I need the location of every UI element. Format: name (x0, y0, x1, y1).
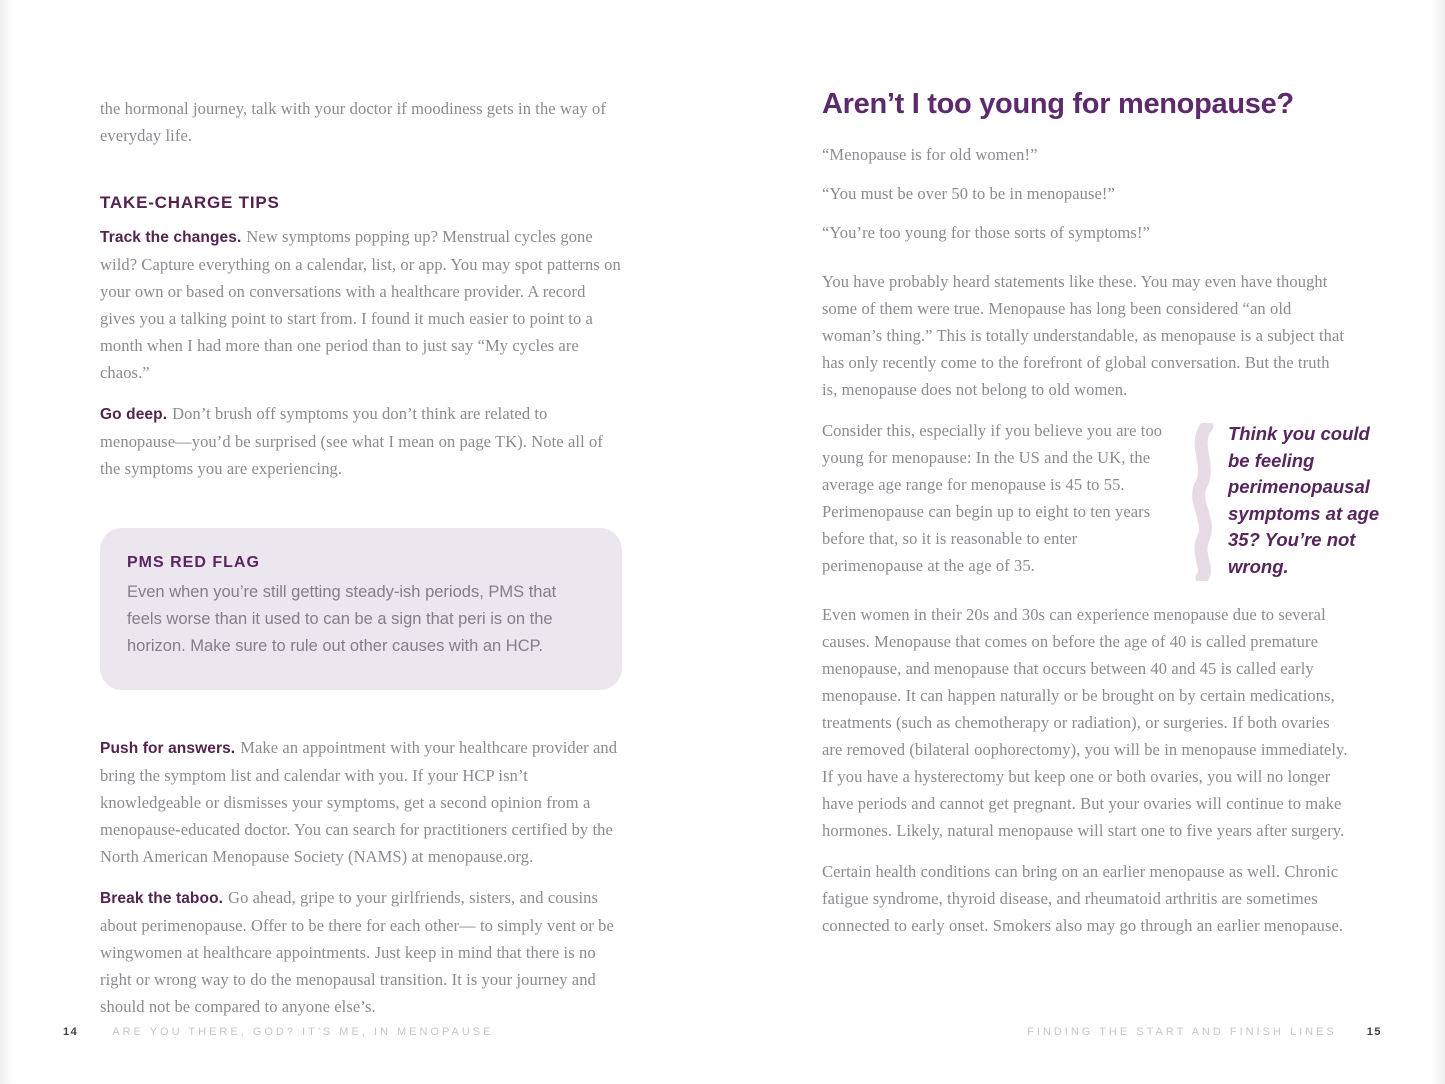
pull-quote-block (1184, 417, 1380, 586)
tip-text: Go ahead, gripe to your girlfriends, sisters, and cousins about perimenopause. Offer to be there for each other— to simply vent or be wingwomen at healthcare appointments. Just keep in mind that there is no right or wrong way to do the menopausal transition. It is your journey and should not be compared to anyone else’s. (100, 888, 614, 1016)
page-left (100, 95, 622, 1034)
tip-text: New symptoms popping up? Menstrual cycles gone wild? Capture everything on a calendar, list, or app. You may spot patterns on your own or based on conversations with a healthcare provider. A record gives you a talking point to start from. I found it much easier to point to a month when I had more than one period than to just say “My cycles are chaos.” (100, 227, 621, 382)
page-right (822, 88, 1380, 953)
quote-paragraph: “You must be over 50 to be in menopause!” (822, 184, 1115, 203)
paragraph-with-pull-quote (822, 417, 1380, 593)
body-paragraph: Consider this, especially if you believe you are too young for menopause: In the US and the UK, the average age range for menopause is 45 to 55. Perimenopause can begin up to eight to ten years before that, so it is reasonable to enter perimenopause at the age of 35. (822, 421, 1163, 575)
tip-paragraph-push-for-answers (100, 734, 622, 870)
page-edge-shadow-left (0, 0, 14, 1084)
tip-text: Don’t brush off symptoms you don’t think are related to menopause—you’d be surprised (see what I mean on page TK). Note all of the symptoms you are experiencing. (100, 404, 603, 478)
tip-lead: Push for answers. (100, 740, 236, 757)
tip-paragraph-break-the-taboo (100, 884, 622, 1020)
tip-paragraph-go-deep (100, 400, 622, 482)
intro-paragraph: the hormonal journey, talk with your doctor if moodiness gets in the way of everyday life. (100, 99, 606, 145)
callout-body: Even when you’re still getting steady-ish periods, PMS that feels worse than it used to can be a sign that peri is on the horizon. Make sure to rule out other causes with an HCP. (127, 583, 557, 655)
body-paragraph: You have probably heard statements like these. You may even have thought some of them were true. Menopause has long been considered “an old woman’s thing.” This is totally understandable, as menopause is a subject that has only recently come to the forefront of global conversation. But the truth is, menopause does not belong to old women. (822, 272, 1345, 399)
footer-left (63, 1026, 493, 1038)
pull-quote-text: Think you could be feeling perimenopausal symptoms at age 35? You’re not wrong. (1228, 423, 1380, 577)
chapter-title: Aren’t I too young for menopause? (822, 88, 1294, 120)
tip-paragraph-track-the-changes (100, 223, 622, 386)
page-number-left: 14 (63, 1026, 79, 1038)
page-edge-shadow-right (1431, 0, 1445, 1084)
quote-paragraph: “Menopause is for old women!” (822, 145, 1038, 164)
body-paragraph: Even women in their 20s and 30s can experience menopause due to several causes. Menopause that comes on before the age of 40 is called premature menopause, and menopause that occurs between 40 and 45 is called early menopause. It can happen naturally or be brought on by certain medications, treatments (such as chemotherapy or radiation), or surgeries. If both ovaries are removed (bilateral oophorectomy), you will be in menopause immediately. If you have a hysterectomy but keep one or both ovaries, you will no longer have periods and cannot get pregnant. But your ovaries will continue to make hormones. Likely, natural menopause will start one to five years after surgery. (822, 605, 1348, 840)
squiggle-brush-icon (1184, 423, 1218, 586)
page-number-right: 15 (1366, 1026, 1382, 1038)
tip-text: Make an appointment with your healthcare provider and bring the symptom list and calendar with you. If your HCP isn’t knowledgeable or dismisses your symptoms, get a second opinion from a menopause-educated doctor. You can search for practitioners certified by the North American Menopause Society (NAMS) at menopause.org. (100, 738, 618, 866)
section-heading-take-charge-tips: TAKE-CHARGE TIPS (100, 193, 280, 212)
footer-right (1027, 1026, 1382, 1038)
quote-paragraph: “You’re too young for those sorts of symptoms!” (822, 223, 1150, 242)
running-title-right: FINDING THE START AND FINISH LINES (1027, 1026, 1337, 1038)
tip-lead: Track the changes. (100, 229, 242, 246)
tip-lead: Break the taboo. (100, 890, 224, 907)
running-title-left: ARE YOU THERE, GOD? IT'S ME, IN MENOPAUSE (112, 1026, 494, 1038)
callout-heading: PMS RED FLAG (127, 554, 260, 571)
tip-lead: Go deep. (100, 406, 168, 423)
body-paragraph: Certain health conditions can bring on an earlier menopause as well. Chronic fatigue syndrome, thyroid disease, and rheumatoid arthritis are sometimes connected to early onset. Smokers also may go through an earlier menopause. (822, 862, 1344, 935)
pms-red-flag-callout (100, 528, 622, 690)
